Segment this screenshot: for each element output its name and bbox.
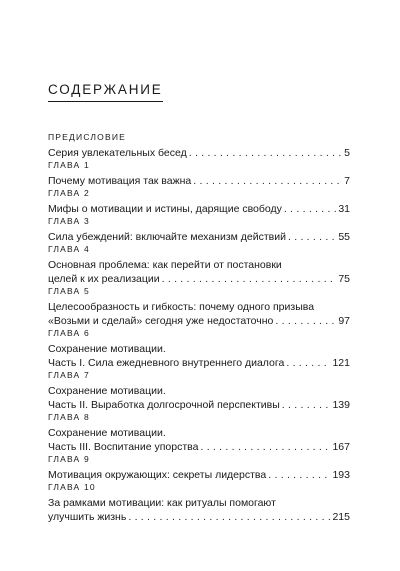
toc-entry-row bbox=[48, 510, 350, 524]
toc-entry-row bbox=[48, 202, 350, 216]
dot-leader bbox=[282, 398, 331, 412]
toc-entry-label: ГЛАВА 3 bbox=[48, 216, 90, 226]
toc-entry-title: Часть I. Сила ежедневного внутреннего диалога bbox=[48, 357, 285, 369]
toc-entry-row bbox=[48, 174, 350, 188]
toc-entry-title: Почему мотивация так важна bbox=[48, 175, 192, 187]
page-number: 139 bbox=[332, 399, 350, 411]
toc-entry-title: Часть III. Воспитание упорства bbox=[48, 441, 199, 453]
page-number: 121 bbox=[332, 357, 350, 369]
dot-leader bbox=[284, 202, 336, 216]
toc-entry-line bbox=[48, 342, 350, 356]
toc-entry-title: Сохранение мотивации. bbox=[48, 343, 166, 355]
toc-entry-row bbox=[48, 468, 350, 482]
toc-entry-row bbox=[48, 230, 350, 244]
toc-entry-label: ГЛАВА 7 bbox=[48, 370, 90, 380]
page-number: 193 bbox=[332, 469, 350, 481]
dot-leader bbox=[288, 230, 336, 244]
toc-entry-row bbox=[48, 398, 350, 412]
page-number: 5 bbox=[344, 147, 350, 159]
toc-entry-title: Сохранение мотивации. bbox=[48, 385, 166, 397]
dot-leader bbox=[128, 510, 330, 524]
toc-entry-label: ПРЕДИСЛОВИЕ bbox=[48, 132, 127, 142]
toc-entry-row bbox=[48, 440, 350, 454]
toc-entry-title: Сохранение мотивации. bbox=[48, 427, 166, 439]
toc-entry-line bbox=[48, 426, 350, 440]
toc-entry-line bbox=[48, 496, 350, 510]
toc-entry-line bbox=[48, 384, 350, 398]
dot-leader bbox=[200, 440, 330, 454]
toc-entry-row bbox=[48, 314, 350, 328]
toc-entry-title: Мотивация окружающих: секреты лидерства bbox=[48, 469, 267, 481]
toc-title: СОДЕРЖАНИЕ bbox=[48, 82, 163, 102]
toc-entry-row bbox=[48, 272, 350, 286]
dot-leader bbox=[193, 174, 342, 188]
toc-entry-title: Часть II. Выработка долгосрочной перспективы bbox=[48, 399, 280, 411]
toc-entry-row bbox=[48, 146, 350, 160]
toc-entry-label: ГЛАВА 10 bbox=[48, 482, 96, 492]
toc-entry-label: ГЛАВА 5 bbox=[48, 286, 90, 296]
toc-entry-title: «Возьми и сделай» сегодня уже недостаточно bbox=[48, 315, 274, 327]
page-number: 215 bbox=[332, 511, 350, 523]
toc-entry-label: ГЛАВА 2 bbox=[48, 188, 90, 198]
toc-entry-title: Основная проблема: как перейти от постановки bbox=[48, 259, 282, 271]
toc-entry-title: улучшить жизнь bbox=[48, 511, 127, 523]
toc-entry-title: Серия увлекательных бесед bbox=[48, 147, 187, 159]
toc-entry-label: ГЛАВА 8 bbox=[48, 412, 90, 422]
toc-entry-title: Мифы о мотивации и истины, дарящие свободу bbox=[48, 203, 282, 215]
dot-leader bbox=[275, 314, 336, 328]
page-number: 75 bbox=[338, 273, 350, 285]
toc-entry-line bbox=[48, 300, 350, 314]
page-number: 31 bbox=[338, 203, 350, 215]
dot-leader bbox=[286, 356, 330, 370]
dot-leader bbox=[189, 146, 342, 160]
page-number: 55 bbox=[338, 231, 350, 243]
toc-entry-title: Сила убеждений: включайте механизм действий bbox=[48, 231, 286, 243]
dot-leader bbox=[268, 468, 330, 482]
dot-leader bbox=[162, 272, 337, 286]
toc-entry-label: ГЛАВА 6 bbox=[48, 328, 90, 338]
toc-entry-title: целей к их реализации bbox=[48, 273, 160, 285]
toc-entry-title: За рамками мотивации: как ритуалы помогают bbox=[48, 497, 276, 509]
toc-entry-label: ГЛАВА 9 bbox=[48, 454, 90, 464]
page-number: 97 bbox=[338, 315, 350, 327]
toc-entry-row bbox=[48, 356, 350, 370]
toc-entry-label: ГЛАВА 4 bbox=[48, 244, 90, 254]
page-number: 167 bbox=[332, 441, 350, 453]
toc-entry-label: ГЛАВА 1 bbox=[48, 160, 90, 170]
toc-entry-line bbox=[48, 258, 350, 272]
page-number: 7 bbox=[344, 175, 350, 187]
toc-entry-title: Целесообразность и гибкость: почему одного призыва bbox=[48, 301, 315, 313]
